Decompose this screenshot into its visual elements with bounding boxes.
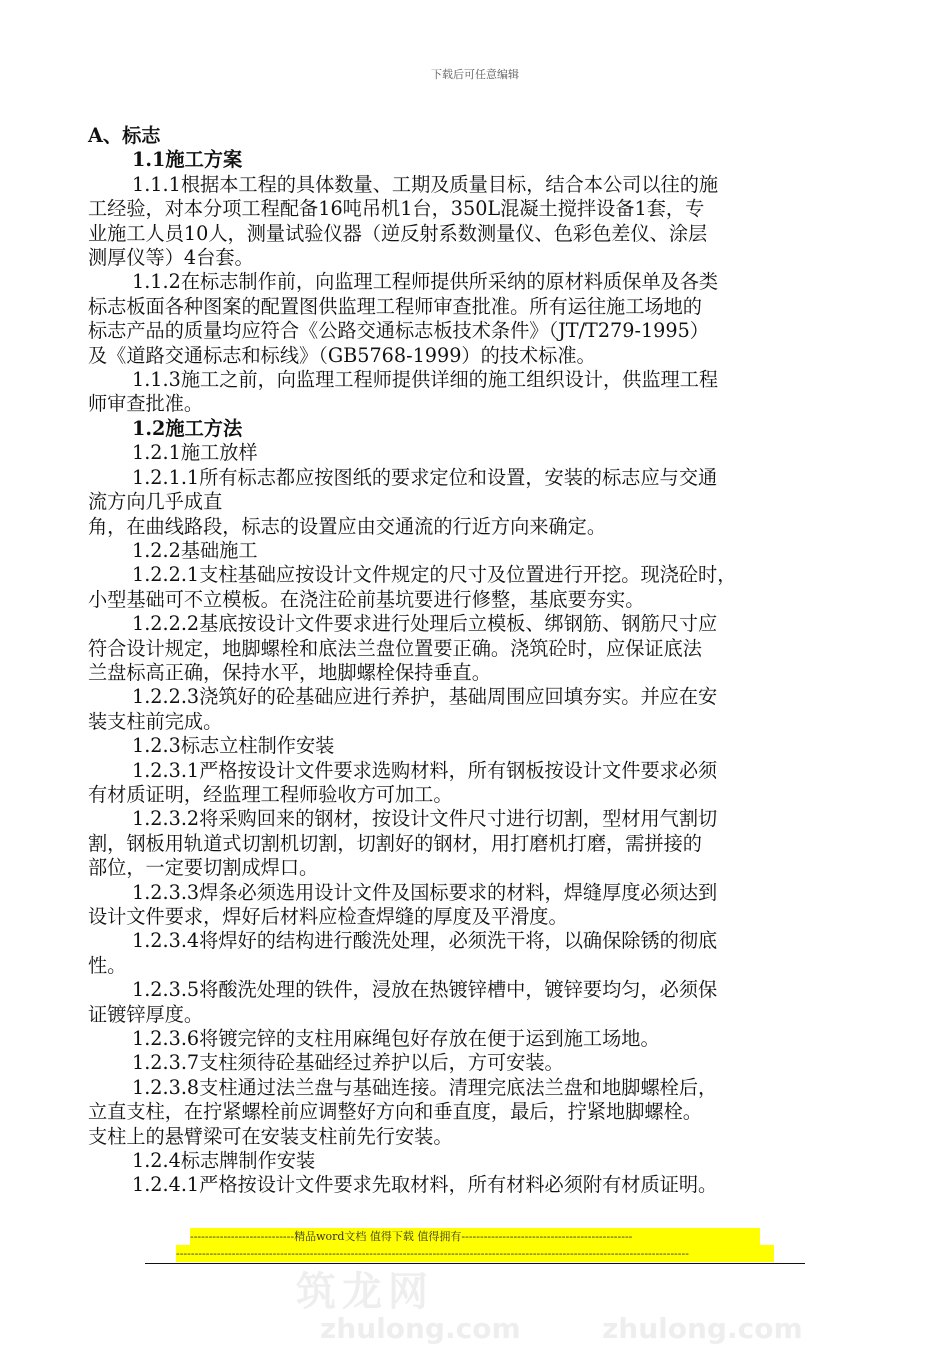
body-line: 兰盘标高正确，保持水平，地脚螺栓保持垂直。 bbox=[88, 660, 491, 684]
body-line: 工经验，对本分项工程配备16吨吊机1台，350L混凝土搅拌设备1套，专 bbox=[88, 197, 705, 221]
body-line: 1.2.3.2将采购回来的钢材，按设计文件尺寸进行切割，型材用气割切 bbox=[132, 807, 718, 831]
body-line: 割，钢板用轨道式切割机切割，切割好的钢材，用打磨机打磨，需拼接的 bbox=[88, 831, 702, 855]
section-heading: 1.2施工方法 bbox=[132, 416, 243, 440]
body-line: 业施工人员10人，测量试验仪器（逆反射系数测量仪、色彩色差仪、涂层 bbox=[88, 221, 708, 245]
body-line: 有材质证明，经监理工程师验收方可加工。 bbox=[88, 782, 453, 806]
body-line: 1.1.1根据本工程的具体数量、工期及质量目标，结合本公司以往的施 bbox=[132, 172, 719, 196]
body-line: 小型基础可不立模板。在浇注砼前基坑要进行修整，基底要夯实。 bbox=[88, 587, 645, 611]
body-line: 1.1.2在标志制作前，向监理工程师提供所采纳的原材料质保单及各类 bbox=[132, 270, 719, 294]
section-heading: 1.1施工方案 bbox=[132, 148, 243, 172]
body-line: 测厚仪等）4台套。 bbox=[88, 246, 254, 270]
body-line: 1.1.3施工之前，向监理工程师提供详细的施工组织设计，供监理工程 bbox=[132, 368, 719, 392]
body-line: 1.2.3.6将镀完锌的支柱用麻绳包好存放在便于运到施工场地。 bbox=[132, 1027, 660, 1051]
watermark-text-right: zhulong.com bbox=[602, 1312, 803, 1345]
body-line: 1.2.2.1支柱基础应按设计文件规定的尺寸及位置进行开挖。现浇砼时， bbox=[132, 563, 737, 587]
body-line: 符合设计规定，地脚螺栓和底法兰盘位置要正确。浇筑砼时，应保证底法 bbox=[88, 636, 702, 660]
body-line: 流方向几乎成直 bbox=[88, 490, 223, 514]
body-line: 角，在曲线路段，标志的设置应由交通流的行近方向来确定。 bbox=[88, 514, 607, 538]
body-line: 支柱上的悬臂梁可在安装支柱前先行安装。 bbox=[88, 1124, 453, 1148]
body-line: 1.2.2基础施工 bbox=[132, 538, 258, 562]
body-line: 1.2.3标志立柱制作安装 bbox=[132, 734, 335, 758]
header-note: 下载后可任意编辑 bbox=[431, 68, 519, 81]
footer-banner: ----------------------------精品word文档 值得下载 值得拥有---------------------------------------------- bbox=[190, 1228, 760, 1245]
watermark-logo: 筑龙网 bbox=[296, 1269, 434, 1315]
body-line: 设计文件要求，焊好后材料应检查焊缝的厚度及平滑度。 bbox=[88, 905, 568, 928]
body-line: 1.2.2.2基底按设计文件要求进行处理后立模板、绑钢筋、钢筋尺寸应 bbox=[132, 612, 718, 636]
footer-dash-band: ------------------------------------------------------------------------------------------------------------------------------------------ bbox=[176, 1245, 774, 1262]
body-line: 标志产品的质量均应符合《公路交通标志板技术条件》（JT/T279-1995） bbox=[88, 319, 709, 343]
section-heading: A、标志 bbox=[88, 124, 161, 147]
body-line: 1.2.3.1严格按设计文件要求选购材料，所有钢板按设计文件要求必须 bbox=[132, 758, 718, 782]
body-line: 1.2.3.8支柱通过法兰盘与基础连接。清理完底法兰盘和地脚螺栓后， bbox=[132, 1075, 718, 1099]
body-line: 1.2.3.3焊条必须选用设计文件及国标要求的材料，焊缝厚度必须达到 bbox=[132, 880, 718, 904]
body-line: 1.2.1施工放样 bbox=[132, 441, 258, 465]
body-line: 师审查批准。 bbox=[88, 392, 204, 416]
body-line: 立直支柱，在拧紧螺栓前应调整好方向和垂直度，最后，拧紧地脚螺栓。 bbox=[88, 1100, 702, 1124]
body-line: 证镀锌厚度。 bbox=[88, 1002, 204, 1026]
body-line: 1.2.3.7支柱须待砼基础经过养护以后，方可安装。 bbox=[132, 1051, 564, 1075]
body-line: 装支柱前完成。 bbox=[88, 709, 223, 733]
body-line: 标志板面各种图案的配置图供监理工程师审查批准。所有运往施工场地的 bbox=[88, 294, 702, 318]
body-line: 及《道路交通标志和标线》（GB5768-1999）的技术标准。 bbox=[88, 343, 596, 367]
body-line: 1.2.4标志牌制作安装 bbox=[132, 1149, 316, 1173]
footer-rule bbox=[145, 1263, 805, 1264]
body-line: 1.2.3.4将焊好的结构进行酸洗处理，必须洗干将，以确保除锈的彻底 bbox=[132, 929, 718, 953]
watermark-text-left: zhulong.com bbox=[320, 1312, 521, 1345]
body-line: 性。 bbox=[88, 953, 127, 977]
body-line: 部位，一定要切割成焊口。 bbox=[88, 856, 319, 880]
body-line: 1.2.3.5将酸洗处理的铁件，浸放在热镀锌槽中，镀锌要均匀，必须保 bbox=[132, 978, 718, 1002]
document-body bbox=[88, 124, 828, 1198]
body-line: 1.2.4.1严格按设计文件要求先取材料，所有材料必须附有材质证明。 bbox=[132, 1173, 718, 1197]
body-line: 1.2.1.1所有标志都应按图纸的要求定位和设置，安装的标志应与交通 bbox=[132, 465, 718, 489]
body-line: 1.2.2.3浇筑好的砼基础应进行养护，基础周围应回填夯实。并应在安 bbox=[132, 685, 718, 709]
